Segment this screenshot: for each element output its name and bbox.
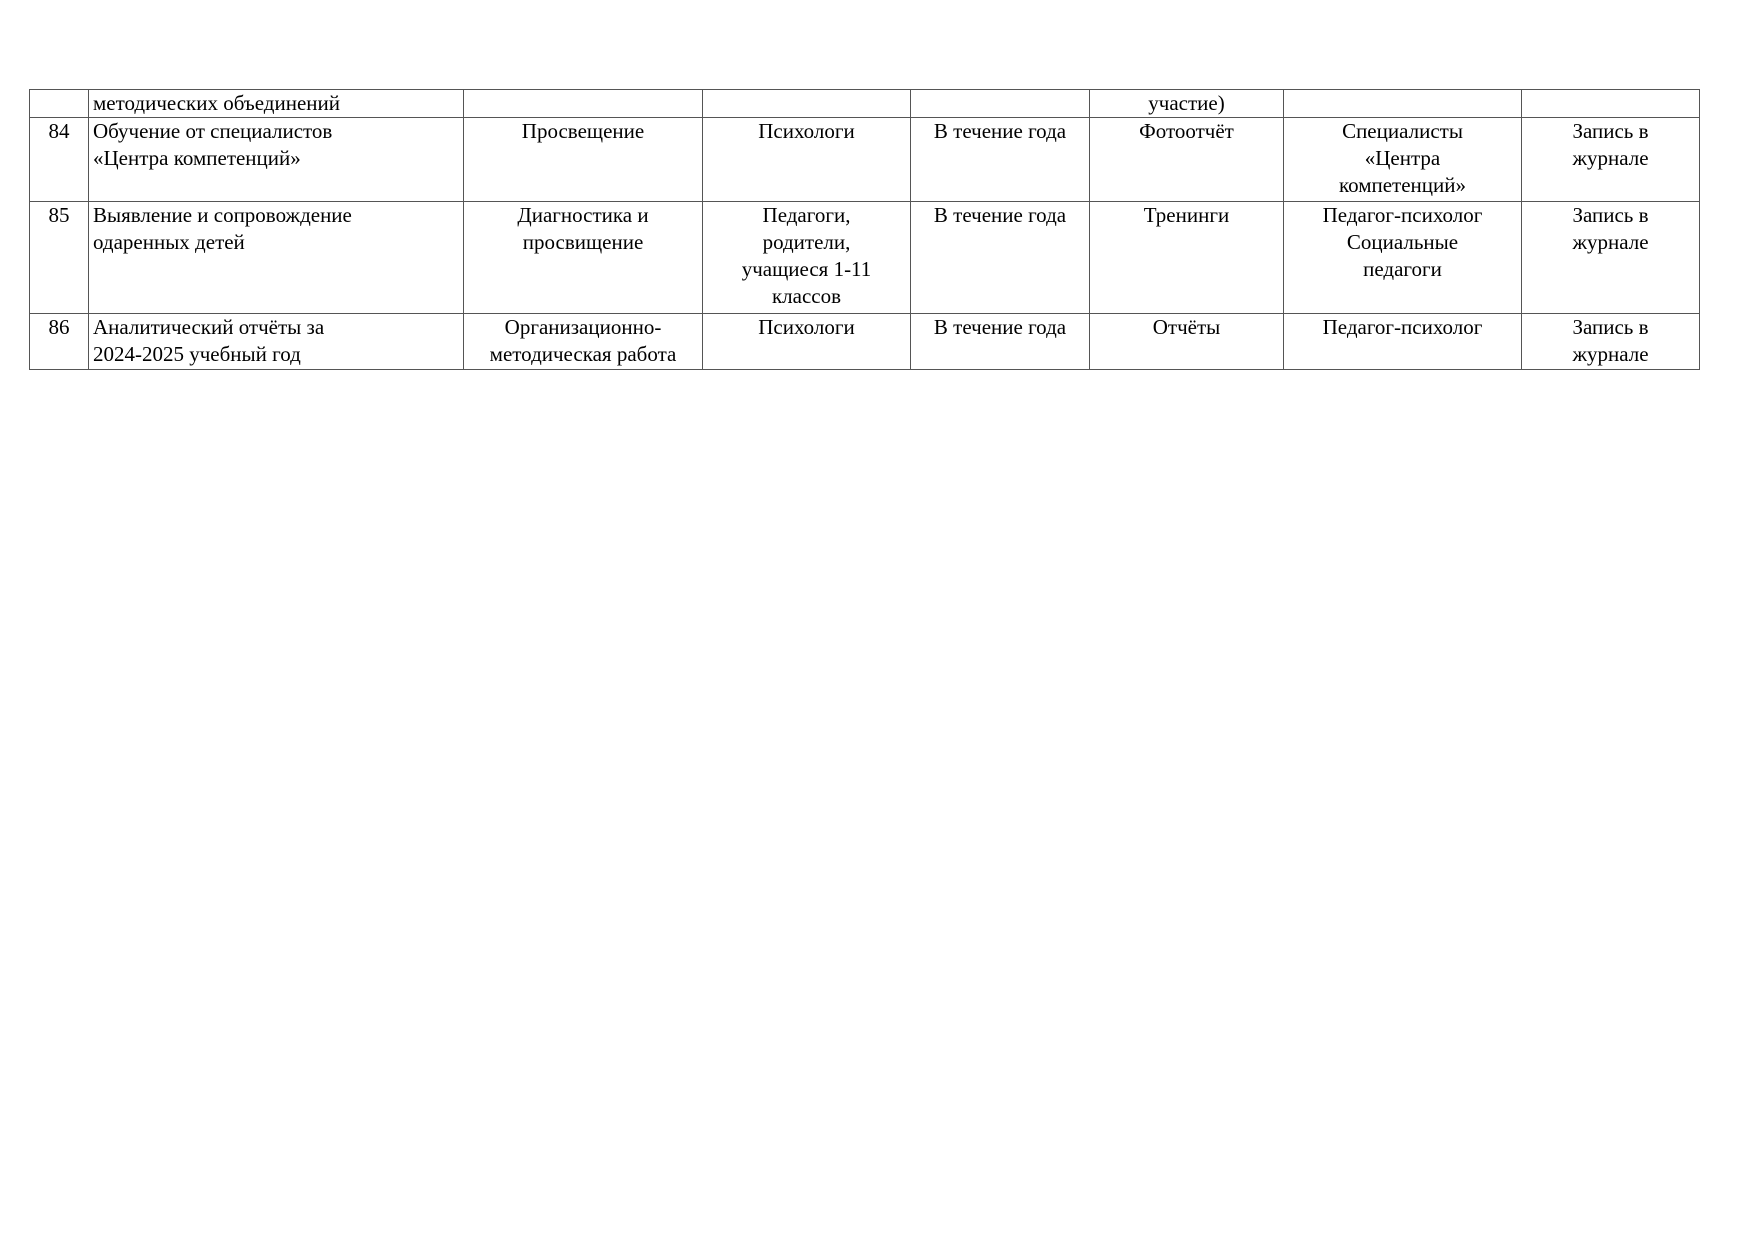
activity-period: В течение года [911,314,1090,370]
table-row [30,202,1700,314]
activity-participants [703,90,911,118]
activity-responsible: Педагог-психолог Социальные педагоги [1284,202,1522,314]
activity-form: Тренинги [1090,202,1284,314]
activity-form: Фотоотчёт [1090,118,1284,202]
activity-name: Выявление и сопровождение одаренных детей [89,202,464,314]
activity-responsible: Специалисты «Центра компетенций» [1284,118,1522,202]
activity-form: Отчёты [1090,314,1284,370]
activity-direction: Организационно- методическая работа [464,314,703,370]
activity-name: методических объединений [89,90,464,118]
activity-name: Обучение от специалистов «Центра компетенций» [89,118,464,202]
activity-report: Запись в журнале [1522,118,1700,202]
row-number: 84 [30,118,89,202]
activity-report [1522,90,1700,118]
activity-period [911,90,1090,118]
activity-responsible [1284,90,1522,118]
activity-period: В течение года [911,118,1090,202]
activity-period: В течение года [911,202,1090,314]
activity-direction [464,90,703,118]
activity-participants: Педагоги, родители, учащиеся 1-11 классов [703,202,911,314]
activity-form: участие) [1090,90,1284,118]
row-number: 86 [30,314,89,370]
activity-name: Аналитический отчёты за 2024-2025 учебный год [89,314,464,370]
table-row [30,118,1700,202]
row-number: 85 [30,202,89,314]
work-plan-table [29,89,1700,370]
row-number [30,90,89,118]
table-row [30,90,1700,118]
activity-participants: Психологи [703,118,911,202]
activity-report: Запись в журнале [1522,314,1700,370]
activity-report: Запись в журнале [1522,202,1700,314]
activity-participants: Психологи [703,314,911,370]
table-row [30,314,1700,370]
activity-direction: Диагностика и просвищение [464,202,703,314]
activity-responsible: Педагог-психолог [1284,314,1522,370]
activity-direction: Просвещение [464,118,703,202]
